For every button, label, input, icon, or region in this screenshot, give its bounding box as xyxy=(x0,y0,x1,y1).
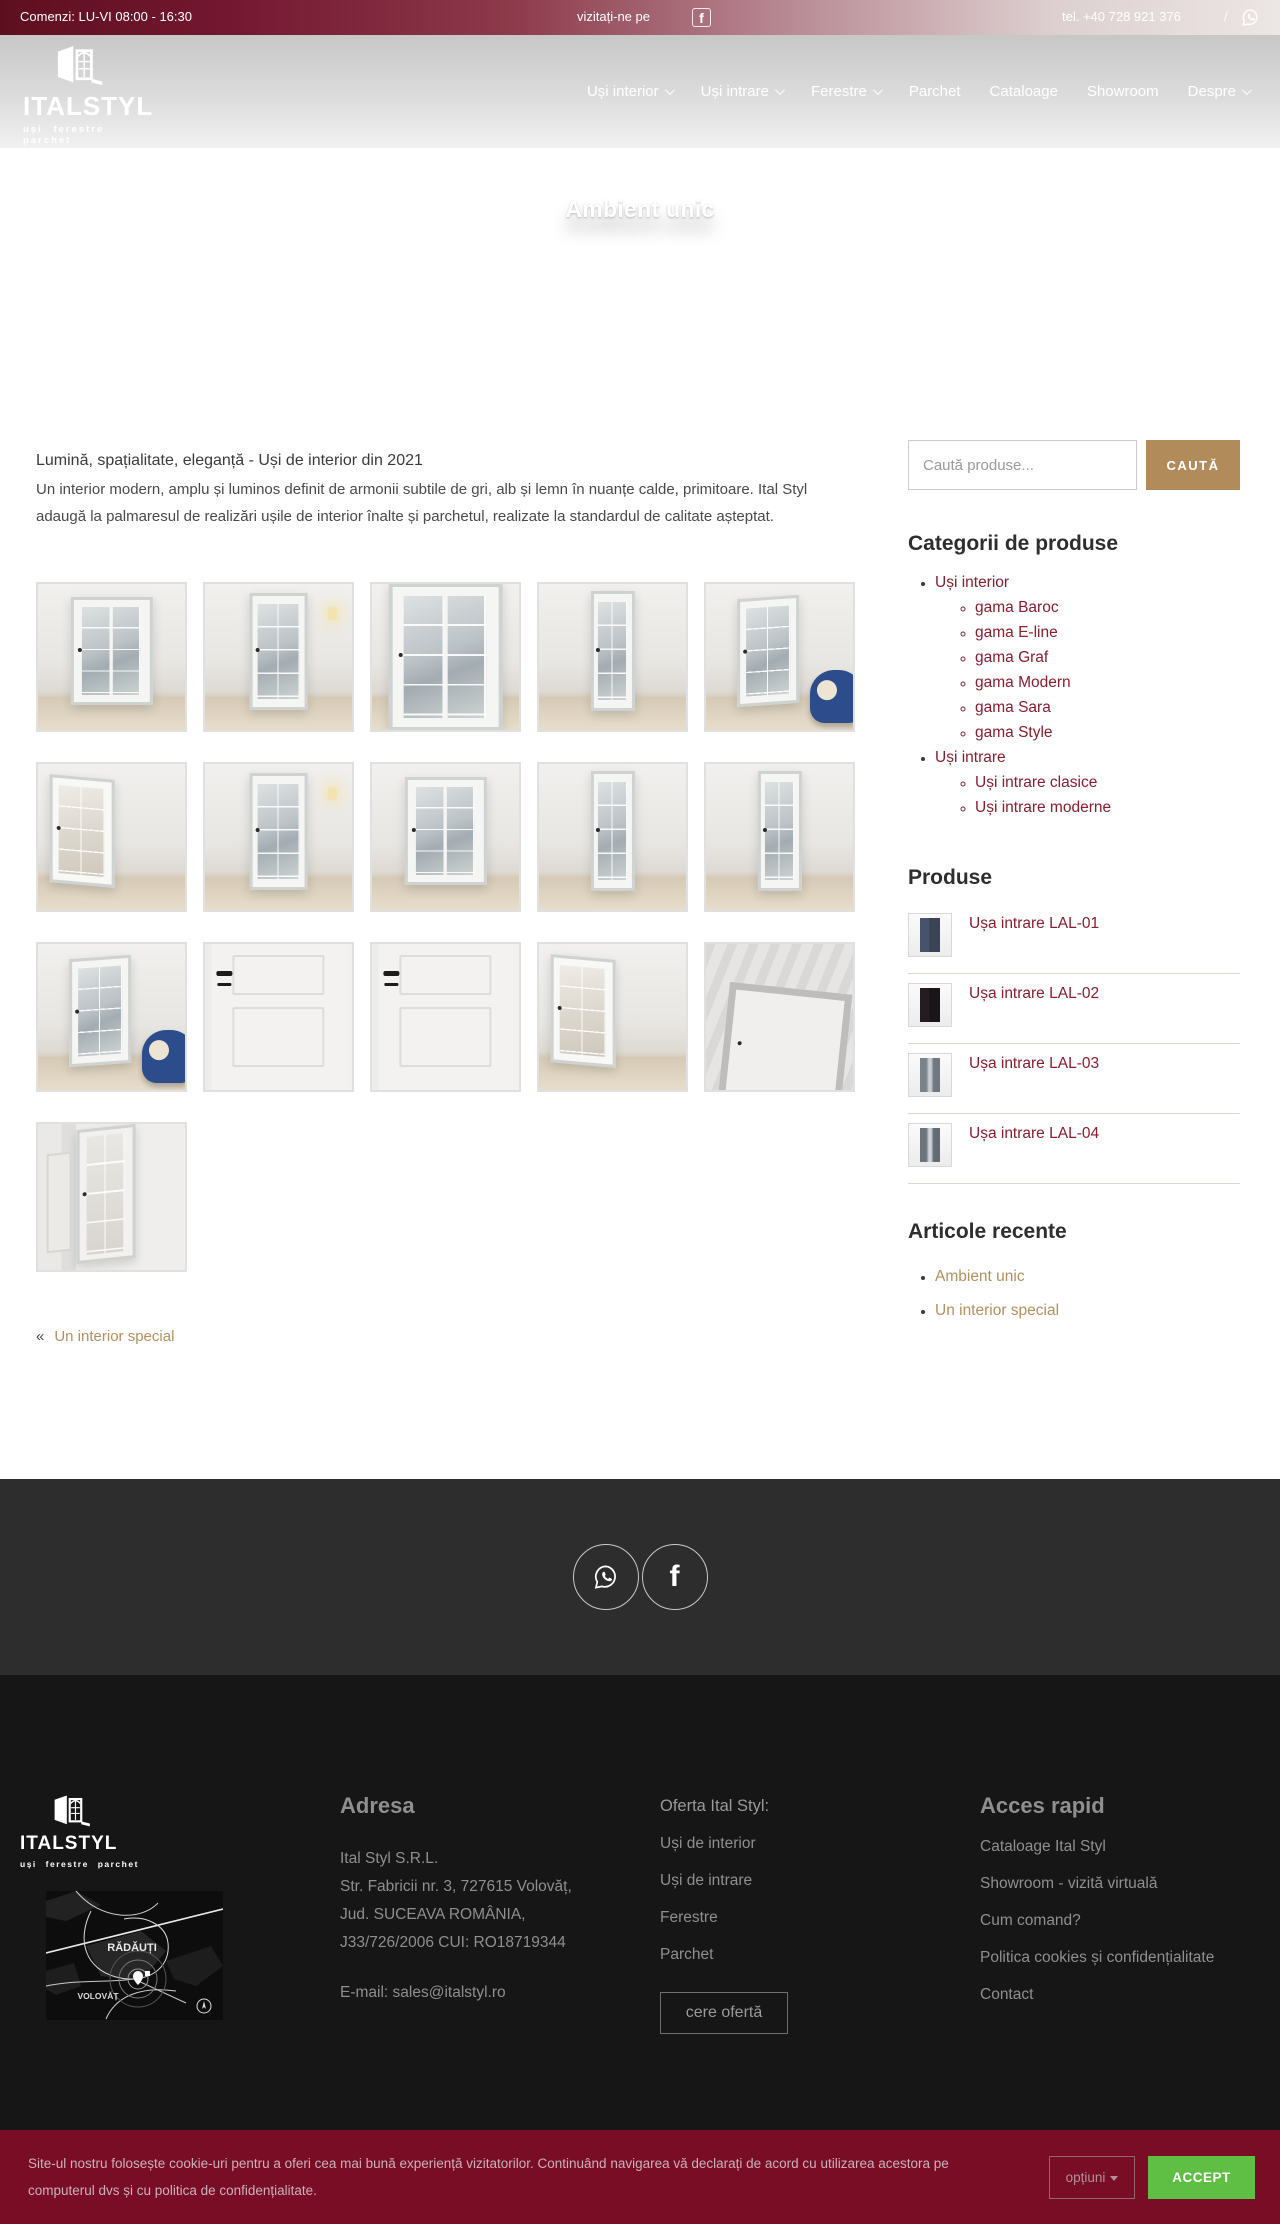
subcategory-item xyxy=(975,645,1240,670)
chevron-down-icon xyxy=(665,85,675,95)
footer-address-column xyxy=(340,1793,660,2130)
interior-photo xyxy=(205,764,352,910)
categories-title: Categorii de produse xyxy=(908,532,1119,555)
prev-arrow: « xyxy=(36,1328,45,1345)
address-lines xyxy=(340,1845,660,1957)
door-logo-icon xyxy=(47,43,105,91)
product-row[interactable] xyxy=(908,904,1240,974)
product-link[interactable]: Ușa intrare LAL-03 xyxy=(969,1055,1100,1072)
product-thumbnail[interactable] xyxy=(908,1053,952,1097)
door-shape xyxy=(718,982,854,1092)
search-input[interactable] xyxy=(908,440,1137,490)
address-line: Ital Styl S.R.L. xyxy=(340,1850,439,1867)
products-title: Produse xyxy=(908,866,993,889)
interior-photo xyxy=(372,584,519,730)
door-shape xyxy=(388,583,503,732)
map-village-label: VOLOVĂȚ xyxy=(77,1991,119,2001)
quick-access-title: Acces rapid xyxy=(980,1793,1105,1818)
offer-link[interactable]: Uși de intrare xyxy=(660,1872,753,1889)
map-city-label: RĂDĂUȚI xyxy=(107,1942,157,1954)
subcategory-item xyxy=(975,795,1240,820)
categories-list xyxy=(908,570,1240,820)
gallery-photo[interactable] xyxy=(537,942,688,1092)
subcategory-link[interactable]: gama E-line xyxy=(975,624,1058,641)
site-header xyxy=(0,35,1280,148)
door-shape xyxy=(50,774,115,888)
product-thumbnail[interactable] xyxy=(908,913,952,957)
subcategory-item xyxy=(975,670,1240,695)
nav-item-parchet[interactable]: Parchet xyxy=(908,83,961,100)
nav-item-ferestre[interactable]: Ferestre xyxy=(811,83,880,100)
recent-article-item xyxy=(935,1260,1240,1294)
article xyxy=(36,420,858,1479)
category-item xyxy=(935,570,1240,745)
address-title: Adresa xyxy=(340,1793,415,1818)
gallery-photo[interactable] xyxy=(36,942,187,1092)
subcategory-link[interactable]: Uși intrare moderne xyxy=(975,799,1112,816)
nav-item-despre[interactable]: Despre xyxy=(1188,83,1249,100)
recent-title: Articole recente xyxy=(908,1220,1067,1243)
subcategory-link[interactable]: gama Style xyxy=(975,724,1053,741)
armchair-shape xyxy=(142,1030,187,1083)
hero xyxy=(0,148,1280,420)
door-shape xyxy=(590,591,634,711)
offer-link[interactable]: Uși de interior xyxy=(660,1835,756,1852)
interior-photo xyxy=(38,944,185,1090)
sidebar xyxy=(908,420,1240,1479)
quick-link[interactable]: Cum comand? xyxy=(980,1912,1081,1929)
gallery-photo[interactable] xyxy=(370,582,521,732)
chevron-down-icon xyxy=(873,85,883,95)
product-row[interactable] xyxy=(908,974,1240,1044)
article-body: Un interior modern, amplu și luminos definit de armonii subtile de gri, alb și lemn în nuanțe calde, primitoare. Ital Styl adaugă la palmaresul de realizări ușile de interior înalte și parchetul, realizate la standardul de calitate așteptat. xyxy=(36,481,808,525)
whatsapp-icon[interactable] xyxy=(573,1544,639,1610)
subcategory-link[interactable]: gama Graf xyxy=(975,649,1049,666)
facebook-icon[interactable] xyxy=(642,1544,708,1610)
cookie-options-label: opțiuni xyxy=(1065,2170,1106,2185)
request-offer-button[interactable]: cere ofertă xyxy=(660,1992,788,2034)
caret-down-icon xyxy=(1110,2176,1118,2181)
products-list xyxy=(908,904,1240,1184)
door-shape xyxy=(757,771,801,891)
wall-lamp-shape xyxy=(328,787,337,800)
wall-lamp-shape xyxy=(328,607,337,620)
recent-article-link[interactable]: Ambient unic xyxy=(935,1268,1025,1285)
subcategory-item xyxy=(975,695,1240,720)
brand-tagline: uși ferestre parchet xyxy=(20,1859,139,1869)
gallery-photo[interactable] xyxy=(370,942,521,1092)
offer-links xyxy=(660,1835,980,1964)
interior-photo xyxy=(372,944,519,1090)
whatsapp-icon[interactable] xyxy=(1240,7,1261,28)
visit-us-label: vizitați-ne pe xyxy=(577,9,650,24)
interior-photo xyxy=(205,584,352,730)
footer-brand-column xyxy=(20,1793,340,2130)
gallery-photo[interactable] xyxy=(203,762,354,912)
phone-number[interactable]: tel. +40 728 921 376 xyxy=(1062,9,1181,24)
subcategory-item xyxy=(975,595,1240,620)
door-logo-icon xyxy=(46,1793,92,1831)
interior-photo xyxy=(539,944,686,1090)
product-link[interactable]: Ușa intrare LAL-02 xyxy=(969,985,1100,1002)
product-link[interactable]: Ușa intrare LAL-04 xyxy=(969,1125,1100,1142)
gallery-photo[interactable] xyxy=(36,1122,187,1272)
widget-products xyxy=(908,866,1240,1184)
quick-link[interactable]: Showroom - vizită virtuală xyxy=(980,1875,1158,1892)
door-shape xyxy=(69,955,131,1067)
subcategory-link[interactable]: gama Modern xyxy=(975,674,1071,691)
door-shape xyxy=(551,954,616,1068)
brand-tagline: uși ferestre parchet xyxy=(23,124,105,146)
interior-photo xyxy=(372,764,519,910)
door-shape xyxy=(70,597,152,705)
quick-link[interactable]: Cataloage Ital Styl xyxy=(980,1838,1106,1855)
social-band xyxy=(0,1479,1280,1675)
chevron-down-icon xyxy=(775,85,785,95)
nav-item-uși-intrare[interactable]: Uși intrare xyxy=(701,83,782,100)
quick-links xyxy=(980,1838,1280,2004)
article-heading: Lumină, spațialitate, eleganță - Uși de interior din 2021 xyxy=(36,452,423,469)
product-row[interactable] xyxy=(908,1044,1240,1114)
recent-list xyxy=(908,1260,1240,1328)
gallery-photo[interactable] xyxy=(36,582,187,732)
gallery-photo[interactable] xyxy=(203,582,354,732)
offer-link[interactable]: Ferestre xyxy=(660,1909,718,1926)
footer xyxy=(0,1675,1280,2130)
facebook-icon[interactable]: f xyxy=(692,8,711,27)
subcategory-link[interactable]: Uși intrare clasice xyxy=(975,774,1098,791)
topbar xyxy=(0,0,1280,35)
door-shape xyxy=(737,595,799,707)
category-item xyxy=(935,745,1240,820)
subcategory-item xyxy=(975,770,1240,795)
brand-name: ITALSTYL xyxy=(23,91,154,121)
main-nav xyxy=(587,35,1249,148)
door-shape xyxy=(249,593,308,710)
category-link[interactable]: Uși interior xyxy=(935,574,1010,591)
subcategory-item xyxy=(975,720,1240,745)
product-search xyxy=(908,440,1240,490)
email[interactable]: E-mail: sales@italstyl.ro xyxy=(340,1984,506,2001)
interior-photo xyxy=(38,1124,185,1270)
offer-title: Oferta Ital Styl: xyxy=(660,1797,770,1815)
address-line: Jud. SUCEAVA ROMÂNIA, xyxy=(340,1906,526,1923)
product-row[interactable] xyxy=(908,1114,1240,1184)
interior-photo xyxy=(706,764,853,910)
door-shape xyxy=(404,777,486,885)
facebook-glyph: f xyxy=(669,1560,680,1593)
gallery-photo[interactable] xyxy=(704,582,855,732)
separator: / xyxy=(1224,9,1228,24)
interior-photo xyxy=(706,584,853,730)
door-shape xyxy=(76,1124,135,1264)
gallery-photo[interactable] xyxy=(370,762,521,912)
address-line: Str. Fabricii nr. 3, 727615 Volovăț, xyxy=(340,1878,572,1895)
armchair-shape xyxy=(810,670,855,723)
gallery-photo[interactable] xyxy=(537,762,688,912)
cookie-message: Site-ul nostru folosește cookie-uri pentru a oferi cea mai bună experiență vizitatorilor. Continuând navigarea vă declarați de acord cu utilizarea acestora pe computerul dvs și cu politica de confidențialitate. xyxy=(28,2156,949,2198)
gallery-photo[interactable] xyxy=(704,942,855,1092)
cookie-options-button[interactable] xyxy=(1049,2156,1135,2199)
product-thumbnail[interactable] xyxy=(908,1123,952,1167)
gallery-photo[interactable] xyxy=(36,762,187,912)
widget-recent-articles xyxy=(908,1220,1240,1328)
nav-item-showroom[interactable]: Showroom xyxy=(1086,83,1159,100)
prev-post-nav xyxy=(36,1328,858,1345)
main-content xyxy=(0,420,1280,1479)
interior-photo xyxy=(539,584,686,730)
subcategory-item xyxy=(975,620,1240,645)
search-button[interactable]: CAUTĂ xyxy=(1146,440,1240,490)
interior-photo xyxy=(706,944,853,1090)
nav-item-cataloage[interactable]: Cataloage xyxy=(989,83,1058,100)
quick-link[interactable]: Contact xyxy=(980,1986,1034,2003)
brand-name: ITALSTYL xyxy=(20,1833,118,1854)
gallery-photo[interactable] xyxy=(537,582,688,732)
subcategory-link[interactable]: gama Sara xyxy=(975,699,1051,716)
cookie-banner xyxy=(0,2130,1280,2224)
recent-article-link[interactable]: Un interior special xyxy=(935,1302,1060,1319)
footer-offer-column xyxy=(660,1793,980,2130)
recent-article-item xyxy=(935,1294,1240,1328)
subcategory-link[interactable]: gama Baroc xyxy=(975,599,1059,616)
offer-link[interactable]: Parchet xyxy=(660,1946,714,1963)
interior-photo xyxy=(38,584,185,730)
chevron-down-icon xyxy=(1242,85,1252,95)
nav-item-uși-interior[interactable]: Uși interior xyxy=(587,83,672,100)
interior-photo xyxy=(539,764,686,910)
footer-quick-column xyxy=(980,1793,1280,2130)
widget-categories xyxy=(908,532,1240,820)
door-shape xyxy=(211,942,346,1092)
category-link[interactable]: Uși intrare xyxy=(935,749,1006,766)
logo[interactable] xyxy=(23,43,154,146)
gallery-photo[interactable] xyxy=(203,942,354,1092)
interior-photo xyxy=(38,764,185,910)
address-line: J33/726/2006 CUI: RO18719344 xyxy=(340,1934,566,1951)
gallery xyxy=(36,582,858,1272)
product-link[interactable]: Ușa intrare LAL-01 xyxy=(969,915,1100,932)
quick-link[interactable]: Politica cookies și confidențialitate xyxy=(980,1949,1215,1966)
product-thumbnail[interactable] xyxy=(908,983,952,1027)
door-shape xyxy=(590,771,634,891)
gallery-photo[interactable] xyxy=(704,762,855,912)
order-hours: Comenzi: LU-VI 08:00 - 16:30 xyxy=(20,9,192,24)
interior-photo xyxy=(205,944,352,1090)
cookie-accept-button[interactable]: ACCEPT xyxy=(1148,2156,1255,2199)
prev-post-link[interactable]: Un interior special xyxy=(54,1328,175,1345)
page-title: Ambient unic xyxy=(565,196,715,222)
door-shape xyxy=(249,773,308,890)
door-shape xyxy=(378,942,513,1092)
location-map[interactable] xyxy=(46,1891,223,2020)
